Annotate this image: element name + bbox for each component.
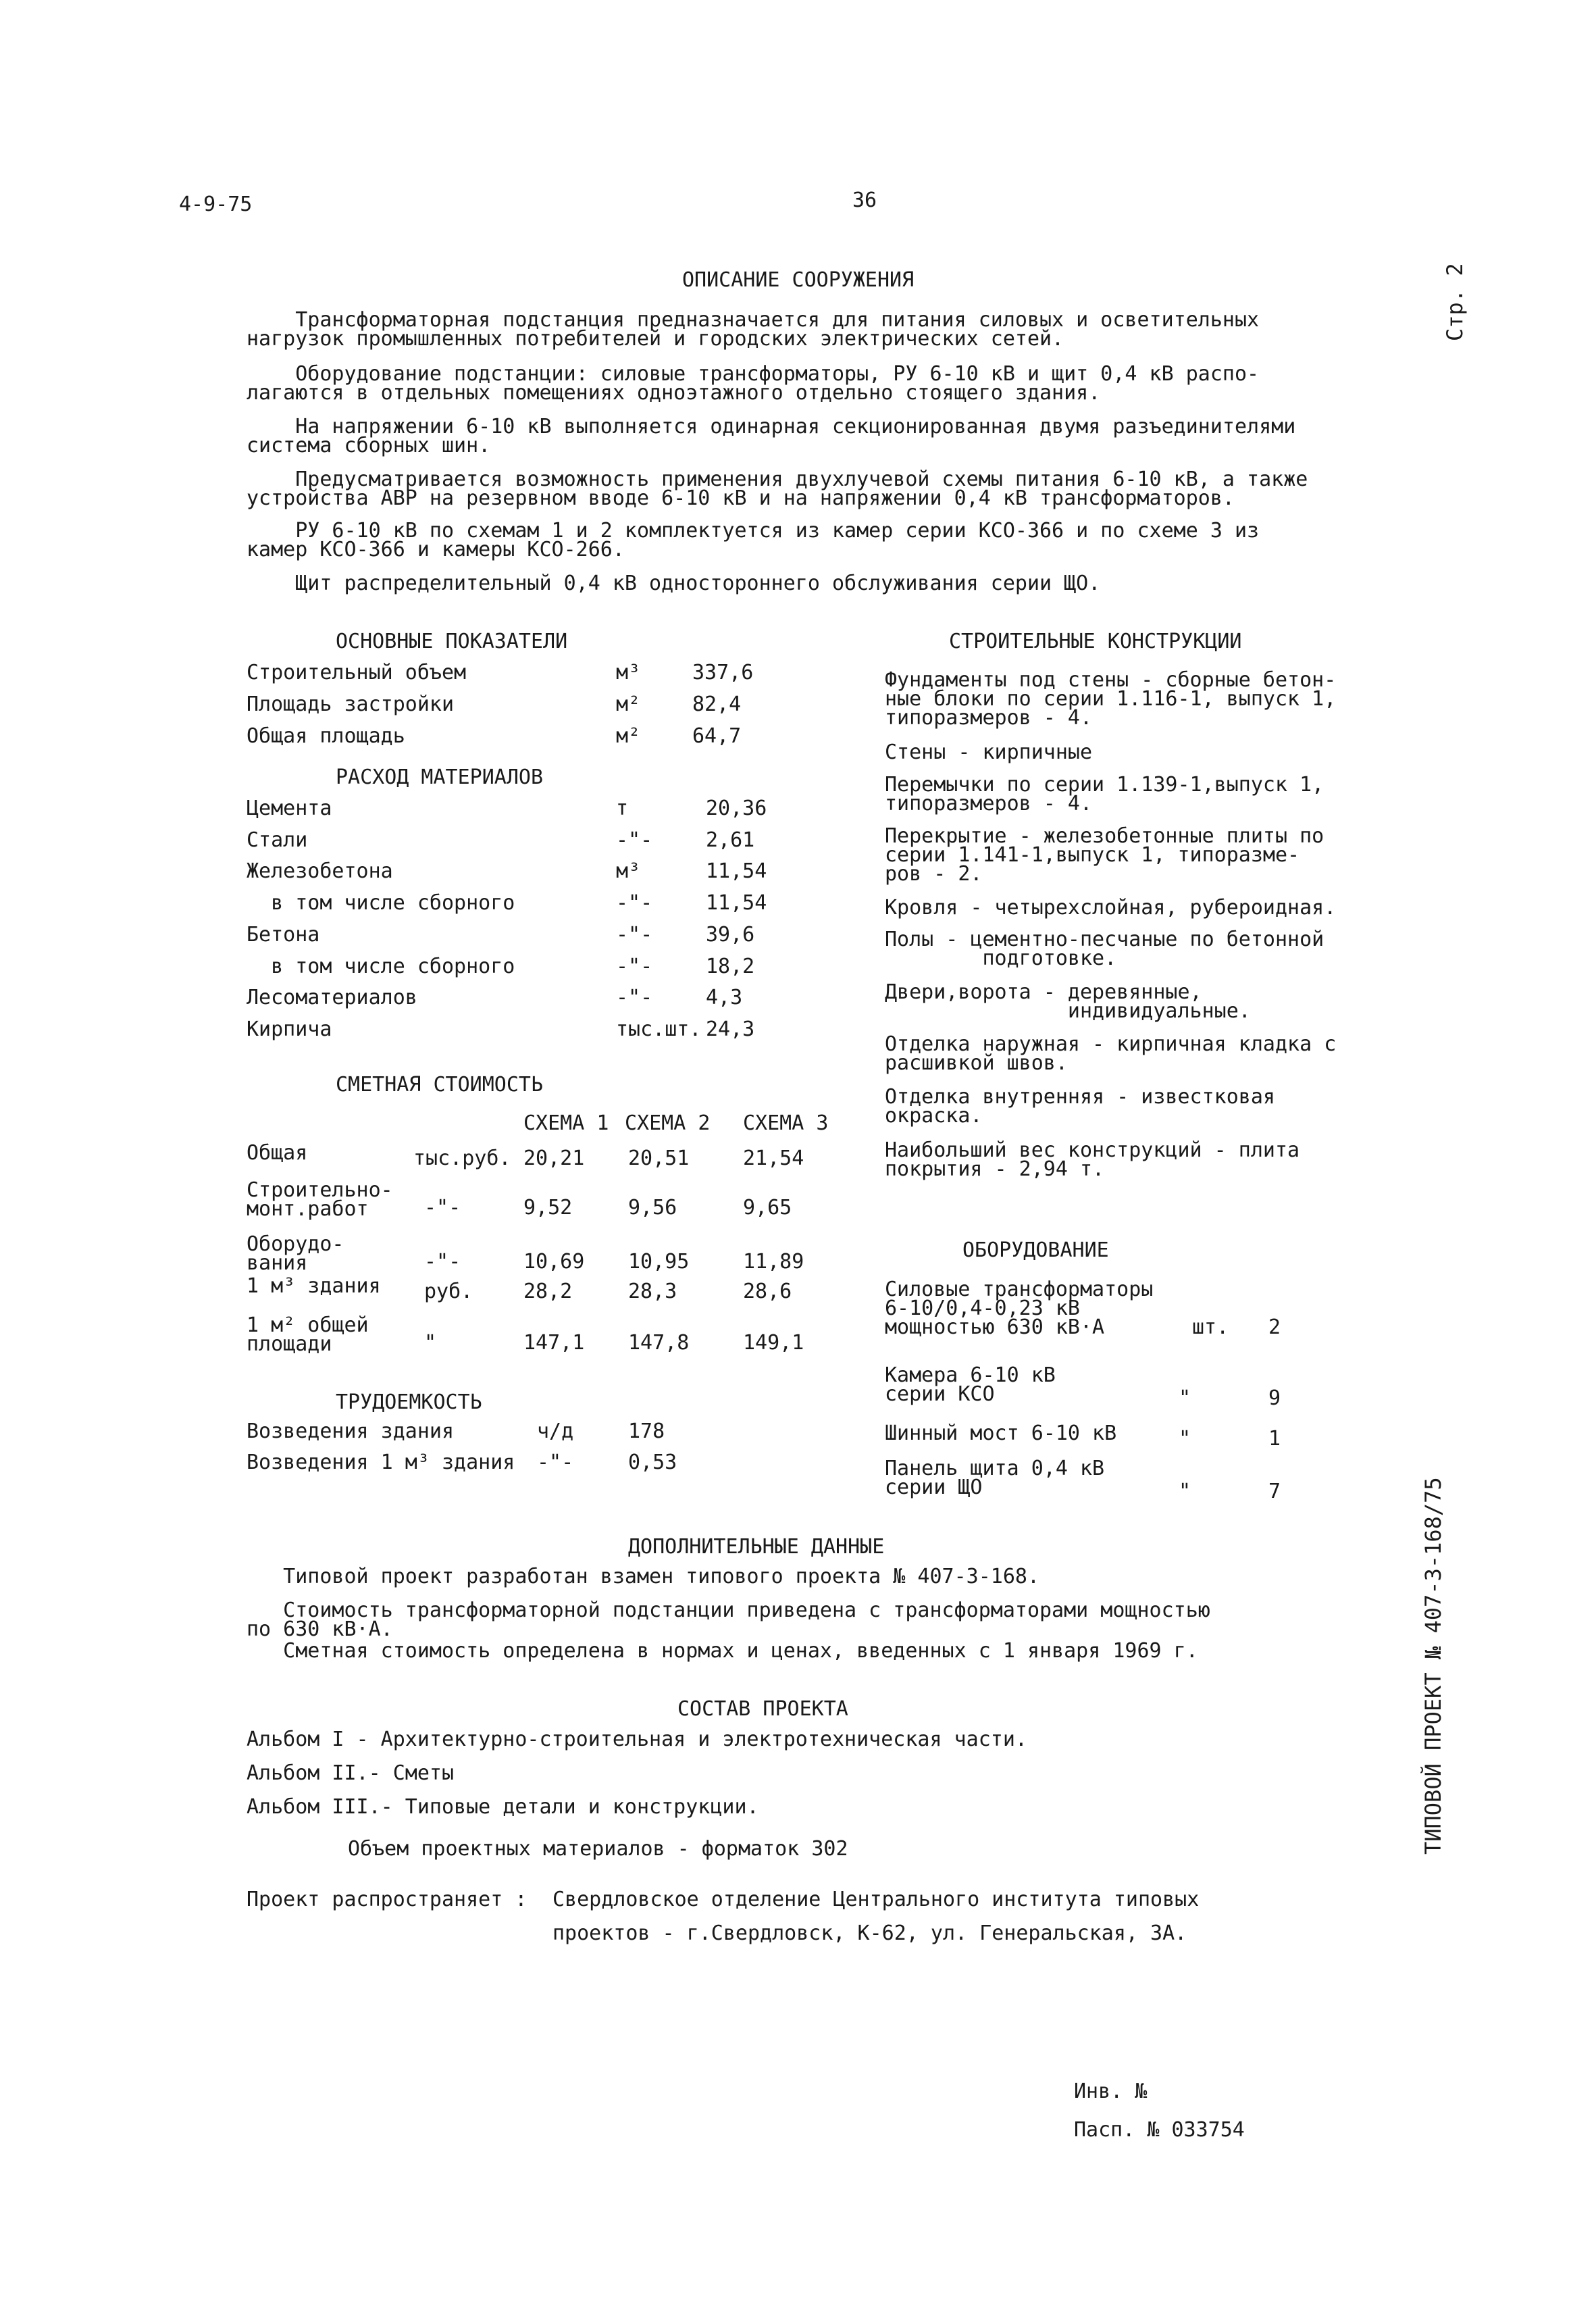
equipment-label: Панель щита 0,4 кВ серии ЩО xyxy=(885,1457,1105,1499)
row-value: 11,54 xyxy=(706,891,767,915)
equipment-unit: " xyxy=(1179,1427,1191,1451)
row-unit: -"- xyxy=(616,986,653,1009)
row-unit: тыс.шт. xyxy=(616,1017,702,1041)
estimate-row xyxy=(0,1232,844,1282)
estimate-value: 20,21 xyxy=(523,1147,585,1170)
estimate-value: 11,89 xyxy=(743,1250,804,1274)
project-volume: Объем проектных материалов - форматок 302 xyxy=(348,1837,848,1861)
labor-title: ТРУДОЕМКОСТЬ xyxy=(336,1390,482,1414)
equipment-value: 9 xyxy=(1268,1386,1281,1410)
row-label: Общая площадь xyxy=(247,724,405,748)
main-indicators-title: ОСНОВНЫЕ ПОКАЗАТЕЛИ xyxy=(336,630,568,653)
construction-item: Кровля - четырехслойная, рубероидная. xyxy=(885,896,1337,920)
indicator-row xyxy=(0,690,810,720)
equipment-value: 7 xyxy=(1268,1480,1281,1503)
row-label: Железобетона xyxy=(247,859,393,883)
indicator-row xyxy=(0,658,810,688)
estimate-label: Строительно- монт.работ xyxy=(247,1178,393,1221)
row-unit: -"- xyxy=(537,1451,574,1474)
page-number: 36 xyxy=(852,188,877,212)
equipment-row xyxy=(0,1280,1351,1341)
equipment-unit: " xyxy=(1179,1480,1191,1503)
row-label: в том числе сборного xyxy=(247,955,515,978)
row-label: Возведения здания xyxy=(247,1419,455,1443)
row-value: 20,36 xyxy=(706,797,767,820)
album-item: Альбом II.- Сметы xyxy=(247,1761,455,1785)
estimate-value: 147,1 xyxy=(523,1331,585,1355)
estimate-label: Оборудо- вания xyxy=(247,1232,344,1275)
scheme-header: СХЕМА 3 xyxy=(743,1111,829,1135)
construction-item: Перекрытие - железобетонные плиты по серии 1.141-1,выпуск 1, типоразме- ров - 2. xyxy=(885,824,1324,886)
estimate-value: 9,56 xyxy=(628,1196,677,1219)
row-unit: т xyxy=(616,797,629,820)
equipment-value: 1 xyxy=(1268,1427,1281,1451)
materials-title: РАСХОД МАТЕРИАЛОВ xyxy=(336,765,544,789)
scheme-header: СХЕМА 1 xyxy=(523,1111,609,1135)
equipment-row xyxy=(0,1459,1351,1520)
construction-item: Отделка внутренняя - известковая окраска. xyxy=(885,1085,1275,1128)
distribution-label: Проект распространяет : xyxy=(247,1888,527,1911)
inventory-number: Инв. № xyxy=(1074,2080,1148,2103)
estimate-unit: руб. xyxy=(424,1280,473,1303)
material-row xyxy=(0,826,810,855)
scheme-header: СХЕМА 2 xyxy=(625,1111,711,1135)
equipment-unit: шт. xyxy=(1192,1315,1229,1339)
description-paragraph: Оборудование подстанции: силовые трансформаторы, РУ 6-10 кВ и щит 0,4 кВ распо- лагаются в отдельных помещениях одноэтажного отдельно стоящего здания. xyxy=(247,362,1260,405)
material-row xyxy=(0,983,810,1013)
row-label: Лесоматериалов xyxy=(247,986,417,1009)
row-label: Строительный объем xyxy=(247,661,467,684)
row-unit: -"- xyxy=(616,891,653,915)
row-unit: м³ xyxy=(616,661,641,684)
distribution-line-1: Свердловское отделение Центрального института типовых xyxy=(552,1888,1200,1911)
estimate-value: 147,8 xyxy=(628,1331,690,1355)
equipment-value: 2 xyxy=(1268,1315,1281,1339)
row-value: 18,2 xyxy=(706,955,755,978)
construction-item: Стены - кирпичные xyxy=(885,740,1093,764)
indicator-row xyxy=(0,722,810,751)
estimate-unit: -"- xyxy=(424,1250,461,1274)
row-unit: -"- xyxy=(616,828,653,852)
row-value: 337,6 xyxy=(692,661,754,684)
estimate-value: 9,65 xyxy=(743,1196,792,1219)
construction-item: Фундаменты под стены - сборные бетон- ные блоки по серии 1.116-1, выпуск 1, типоразмеров - 4. xyxy=(885,668,1337,730)
estimate-value: 10,69 xyxy=(523,1250,585,1274)
row-value: 178 xyxy=(628,1419,665,1443)
row-value: 64,7 xyxy=(692,724,742,748)
equipment-title: ОБОРУДОВАНИЕ xyxy=(962,1238,1109,1262)
row-value: 4,3 xyxy=(706,986,743,1009)
estimate-label: 1 м² общей площади xyxy=(247,1313,369,1356)
row-unit: м³ xyxy=(616,859,641,883)
sheet-label: Стр. 2 xyxy=(1442,263,1468,341)
additional-line: Стоимость трансформаторной подстанции приведена с трансформаторами мощностью по 630 кВ·А. xyxy=(247,1599,1210,1641)
constructions-title: СТРОИТЕЛЬНЫЕ КОНСТРУКЦИИ xyxy=(949,630,1242,653)
estimate-label: Общая xyxy=(247,1141,308,1165)
construction-item: Перемычки по серии 1.139-1,выпуск 1, типоразмеров - 4. xyxy=(885,773,1324,815)
construction-item: Отделка наружная - кирпичная кладка с расшивкой швов. xyxy=(885,1032,1337,1075)
equipment-row xyxy=(0,1363,1351,1427)
equipment-label: Шинный мост 6-10 кВ xyxy=(885,1422,1117,1445)
estimate-value: 10,95 xyxy=(628,1250,690,1274)
equipment-label: Камера 6-10 кВ серии КСО xyxy=(885,1363,1056,1406)
material-row xyxy=(0,1015,810,1045)
row-unit: м² xyxy=(616,693,641,716)
estimate-value: 28,3 xyxy=(628,1280,677,1303)
description-paragraph: Предусматривается возможность применения двухлучевой схемы питания 6-10 кВ, а также устройства АВР на резервном вводе 6-10 кВ и на напряжении 0,4 кВ трансформаторов. xyxy=(247,468,1308,510)
description-paragraph: Трансформаторная подстанция предназначается для питания силовых и осветительных нагрузок промышленных потребителей и городских электрических сетей. xyxy=(247,308,1260,351)
row-value: 0,53 xyxy=(628,1451,677,1474)
estimate-unit: -"- xyxy=(424,1196,461,1219)
composition-title: СОСТАВ ПРОЕКТА xyxy=(677,1697,848,1721)
estimate-value: 28,2 xyxy=(523,1280,573,1303)
row-label: Возведения 1 м³ здания xyxy=(247,1451,515,1474)
equipment-label: Силовые трансформаторы 6-10/0,4-0,23 кВ мощностью 630 кВ·А xyxy=(885,1278,1154,1339)
additional-title: ДОПОЛНИТЕЛЬНЫЕ ДАННЫЕ xyxy=(628,1535,885,1559)
estimate-unit: тыс.руб. xyxy=(413,1147,511,1170)
project-label: ТИПОВОЙ ПРОЕКТ № 407-3-168/75 xyxy=(1420,1477,1446,1855)
row-unit: ч/д xyxy=(537,1419,574,1443)
description-paragraph: На напряжении 6-10 кВ выполняется одинарная секционированная двумя разъединителями система сборных шин. xyxy=(247,415,1296,457)
row-label: Бетона xyxy=(247,923,320,947)
distribution-line-2: проектов - г.Свердловск, К-62, ул. Генеральская, 3А. xyxy=(552,1921,1187,1945)
description-paragraph: Щит распределительный 0,4 кВ одностороннего обслуживания серии ЩО. xyxy=(247,572,1101,595)
construction-item: Двери,ворота - деревянные, индивидуальные. xyxy=(885,980,1251,1023)
row-value: 24,3 xyxy=(706,1017,755,1041)
material-row xyxy=(0,952,810,982)
row-unit: м² xyxy=(616,724,641,748)
estimate-row xyxy=(0,1178,844,1228)
row-label: Цемента xyxy=(247,797,332,820)
construction-item: Наибольший вес конструкций - плита покрытия - 2,94 т. xyxy=(885,1138,1300,1181)
estimate-unit: " xyxy=(424,1331,437,1355)
material-row xyxy=(0,920,810,950)
estimate-value: 21,54 xyxy=(743,1147,804,1170)
construction-item: Полы - цементно-песчаные по бетонной подготовке. xyxy=(885,928,1324,970)
row-unit: -"- xyxy=(616,923,653,947)
description-title: ОПИСАНИЕ СООРУЖЕНИЯ xyxy=(682,268,915,292)
row-value: 39,6 xyxy=(706,923,755,947)
row-label: в том числе сборного xyxy=(247,891,515,915)
estimate-label: 1 м³ здания xyxy=(247,1274,381,1298)
passport-number: Пасп. № 033754 xyxy=(1074,2118,1245,2142)
estimate-value: 9,52 xyxy=(523,1196,573,1219)
additional-line: Типовой проект разработан взамен типового проекта № 407-3-168. xyxy=(247,1565,1039,1588)
estimate-title: СМЕТНАЯ СТОИМОСТЬ xyxy=(336,1073,544,1097)
row-value: 82,4 xyxy=(692,693,742,716)
row-unit: -"- xyxy=(616,955,653,978)
material-row xyxy=(0,794,810,824)
additional-line: Сметная стоимость определена в нормах и ценах, введенных с 1 января 1969 г. xyxy=(247,1639,1198,1663)
row-value: 2,61 xyxy=(706,828,755,852)
album-item: Альбом I - Архитектурно-строительная и электротехническая части. xyxy=(247,1728,1027,1751)
document-code: 4-9-75 xyxy=(179,193,253,216)
material-row xyxy=(0,888,810,918)
row-label: Площадь застройки xyxy=(247,693,455,716)
row-label: Кирпича xyxy=(247,1017,332,1041)
estimate-value: 28,6 xyxy=(743,1280,792,1303)
estimate-value: 149,1 xyxy=(743,1331,804,1355)
material-row xyxy=(0,857,810,886)
estimate-value: 20,51 xyxy=(628,1147,690,1170)
description-paragraph: РУ 6-10 кВ по схемам 1 и 2 комплектуется из камер серии КСО-366 и по схеме 3 из камер КСО-366 и камеры КСО-266. xyxy=(247,519,1260,561)
equipment-unit: " xyxy=(1179,1386,1191,1410)
row-value: 11,54 xyxy=(706,859,767,883)
row-label: Стали xyxy=(247,828,308,852)
album-item: Альбом III.- Типовые детали и конструкции. xyxy=(247,1795,759,1819)
